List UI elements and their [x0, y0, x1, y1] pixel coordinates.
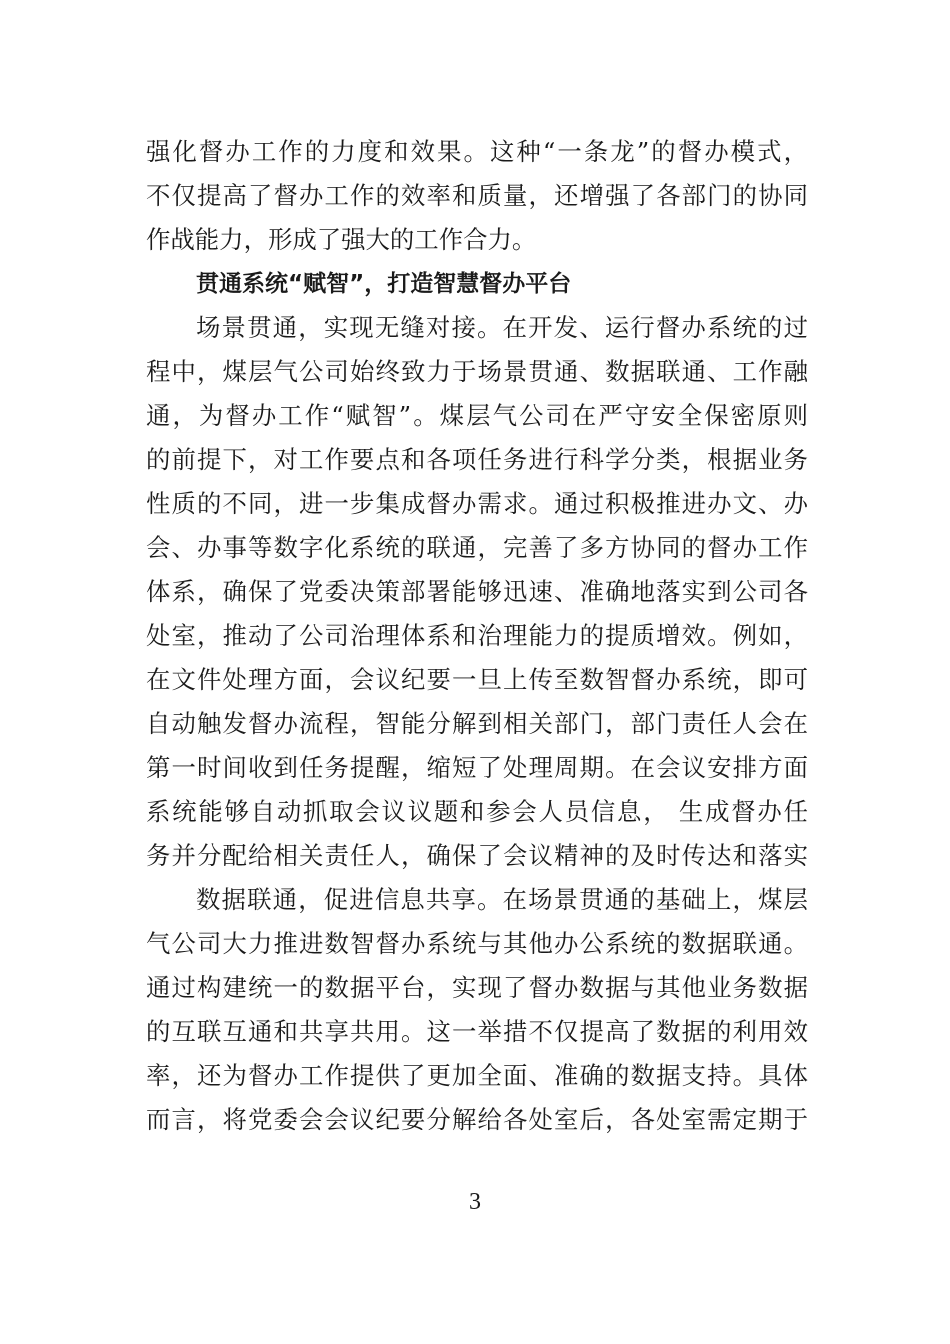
body-text-line: 不仅提高了督办工作的效率和质量，还增强了各部门的协同: [146, 181, 808, 210]
body-text-line: 气公司大力推进数智督办系统与其他办公系统的数据联通。: [146, 929, 808, 958]
page-number: 3: [469, 1189, 481, 1215]
body-text-line: 体系，确保了党委决策部署能够迅速、准确地落实到公司各: [146, 577, 808, 606]
body-text-line: 而言，将党委会会议纪要分解给各处室后，各处室需定期于: [146, 1105, 808, 1134]
body-text-line: 在文件处理方面，会议纪要一旦上传至数智督办系统，即可: [146, 665, 808, 694]
body-text-line: 场景贯通，实现无缝对接。在开发、运行督办系统的过: [196, 313, 808, 342]
body-text-line: 务并分配给相关责任人，确保了会议精神的及时传达和落实: [146, 841, 808, 870]
body-text-line: 率，还为督办工作提供了更加全面、准确的数据支持。具体: [146, 1061, 808, 1090]
section-heading: 贯通系统“赋智”，打造智慧督办平台: [196, 271, 572, 297]
body-text-line: 的前提下，对工作要点和各项任务进行科学分类，根据业务: [146, 445, 808, 474]
body-text-line: 会、办事等数字化系统的联通，完善了多方协同的督办工作: [146, 533, 808, 562]
body-text-line: 系统能够自动抓取会议议题和参会人员信息， 生成督办任: [146, 797, 808, 826]
body-text-line: 的互联互通和共享共用。这一举措不仅提高了数据的利用效: [146, 1017, 808, 1046]
body-text-line: 第一时间收到任务提醒，缩短了处理周期。在会议安排方面: [146, 753, 808, 782]
body-text-line: 通过构建统一的数据平台，实现了督办数据与其他业务数据: [146, 973, 808, 1002]
body-text-line: 作战能力，形成了强大的工作合力。: [146, 225, 537, 254]
body-text-line: 处室，推动了公司治理体系和治理能力的提质增效。例如，: [146, 621, 808, 650]
body-text-line: 程中，煤层气公司始终致力于场景贯通、数据联通、工作融: [146, 357, 808, 386]
body-text-line: 自动触发督办流程，智能分解到相关部门，部门责任人会在: [146, 709, 808, 738]
body-text-line: 数据联通，促进信息共享。在场景贯通的基础上，煤层: [196, 885, 808, 914]
body-text-line: 通，为督办工作“赋智”。煤层气公司在严守安全保密原则: [146, 401, 808, 430]
body-text-line: 性质的不同，进一步集成督办需求。通过积极推进办文、办: [146, 489, 808, 518]
body-text-line: 强化督办工作的力度和效果。这种“一条龙”的督办模式，: [146, 137, 808, 166]
